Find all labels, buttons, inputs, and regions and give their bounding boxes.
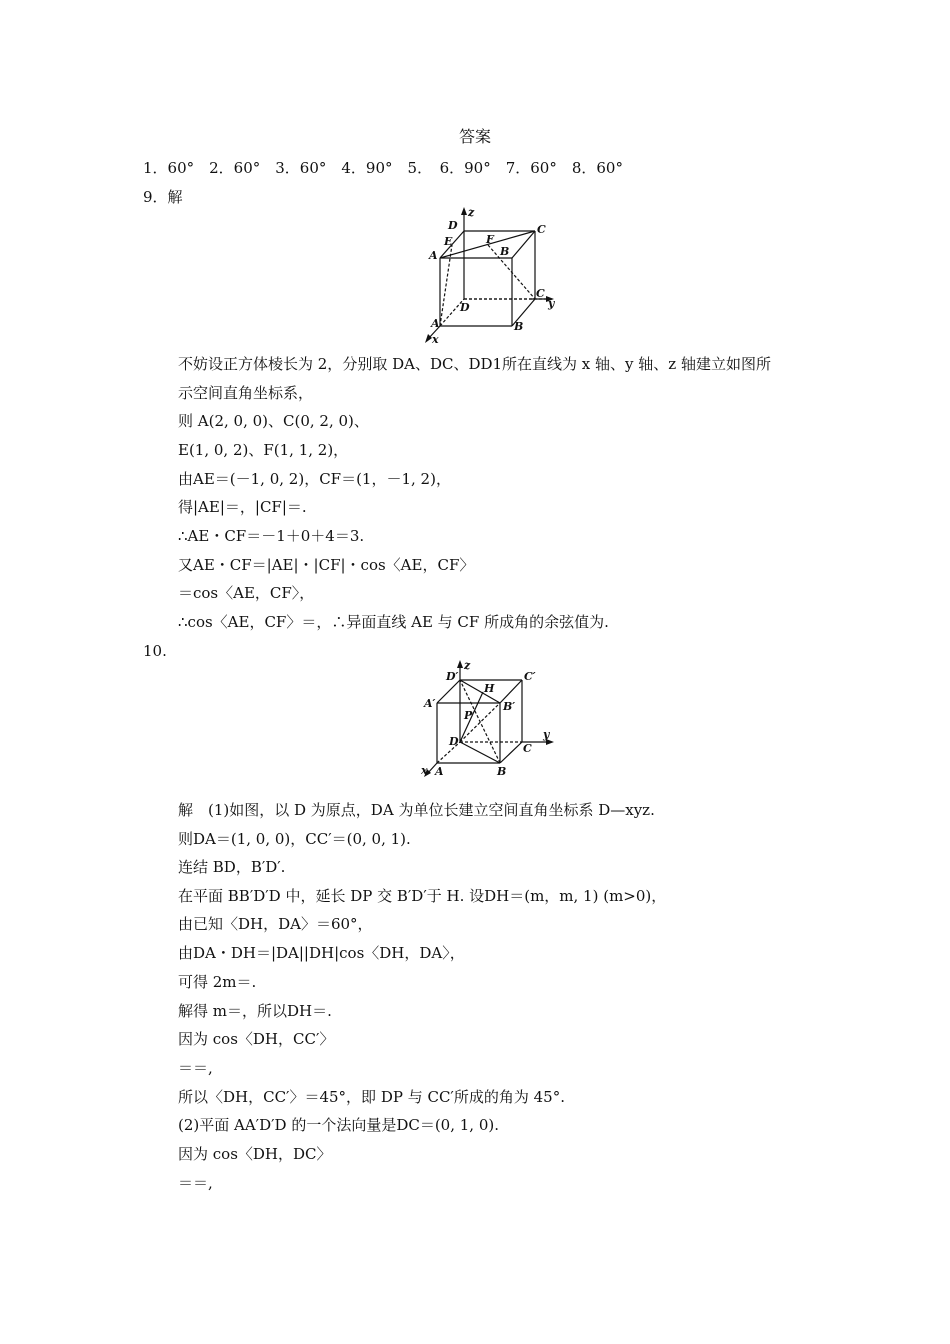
q9-line: ∴AE・CF＝－1＋0＋4＝3.	[178, 527, 365, 545]
q9-label-a: A	[431, 317, 440, 330]
q10-label-a: A	[435, 765, 444, 778]
q10-label-b: B	[497, 765, 507, 778]
q9-label-a1: A	[429, 249, 438, 262]
q10-line: ＝＝,	[178, 1174, 213, 1192]
q9-label-b1: B	[500, 245, 510, 258]
q10-line: 由DA・DH＝|DA||DH|cos〈DH，DA〉，	[178, 944, 465, 962]
q9-label-x: x	[432, 333, 439, 346]
q10-line: 因为 cos〈DH，CC′〉	[178, 1030, 335, 1048]
q9-label: 9．解	[143, 188, 183, 206]
q10-label-p: P	[464, 709, 473, 722]
q10-label-cprime: C′	[524, 670, 536, 683]
q9-label-d: D	[460, 301, 470, 314]
q10-line: ＝＝,	[178, 1059, 213, 1077]
q9-label-e: E	[444, 235, 453, 248]
q10-line: 连结 BD，B′D′.	[178, 858, 286, 876]
q10-line: 可得 2m＝.	[178, 973, 257, 991]
q10-label-z: z	[464, 659, 471, 672]
q9-label-b: B	[514, 320, 524, 333]
q10-label-c: C	[523, 742, 532, 755]
q9-line: 示空间直角坐标系，	[178, 384, 314, 402]
q10-label: 10.	[143, 642, 167, 660]
q9-line: 由AE＝(－1, 0, 2)，CF＝(1，－1, 2)，	[178, 470, 451, 488]
answers-line: 1．60° 2．60° 3．60° 4．90° 5． 6．90° 7．60° 8．60°	[143, 159, 623, 177]
q10-line: 解得 m＝，所以DH＝.	[178, 1002, 332, 1020]
q10-line: 由已知〈DH，DA〉＝60°，	[178, 915, 373, 933]
q9-label-d1: D	[448, 219, 458, 232]
q9-label-f: F	[486, 233, 494, 246]
q9-line: ＝cos〈AE，CF〉，	[178, 584, 315, 602]
q10-line: 所以〈DH，CC′〉＝45°，即 DP 与 CC′所成的角为 45°.	[178, 1088, 565, 1106]
q10-label-bprime: B′	[503, 700, 516, 713]
q10-label-dprime: D′	[446, 670, 459, 683]
q10-label-y: y	[543, 728, 550, 741]
q9-label-c: C	[536, 287, 545, 300]
q9-line: 得|AE|＝，|CF|＝.	[178, 498, 307, 516]
q9-line: 则 A(2, 0, 0)、C(0, 2, 0)、	[178, 412, 369, 430]
q9-label-y: y	[548, 297, 555, 310]
page-title: 答案	[458, 127, 491, 146]
q10-label-h: H	[484, 682, 495, 695]
q10-label-aprime: A′	[424, 697, 436, 710]
q9-line: 又AE・CF＝|AE|・|CF|・cos〈AE，CF〉	[178, 556, 475, 574]
q10-line: 则DA＝(1, 0, 0)，CC′＝(0, 0, 1).	[178, 830, 411, 848]
q9-line: 不妨设正方体棱长为 2，分别取 DA、DC、DD1所在直线为 x 轴、y 轴、z 轴建立如图所	[178, 355, 771, 373]
q10-line: (2)平面 AA′D′D 的一个法向量是DC＝(0, 1, 0).	[178, 1116, 499, 1134]
q9-label-c1: C	[537, 223, 546, 236]
q9-label-z: z	[468, 206, 475, 219]
q10-line: 在平面 BB′D′D 中，延长 DP 交 B′D′于 H. 设DH＝(m，m, 1) (m>0)，	[178, 887, 667, 905]
q10-label-d: D	[449, 735, 459, 748]
q9-line: ∴cos〈AE，CF〉＝，∴异面直线 AE 与 CF 所成角的余弦值为.	[178, 613, 609, 631]
q10-line: 解 (1)如图，以 D 为原点，DA 为单位长建立空间直角坐标系 D—xyz.	[178, 801, 655, 819]
q10-label-x: x	[421, 764, 428, 777]
q9-line: E(1, 0, 2)、F(1, 1, 2)，	[178, 441, 349, 459]
q9-cube-figure	[420, 203, 570, 348]
q10-cube-figure	[415, 656, 565, 781]
q10-line: 因为 cos〈DH，DC〉	[178, 1145, 332, 1163]
